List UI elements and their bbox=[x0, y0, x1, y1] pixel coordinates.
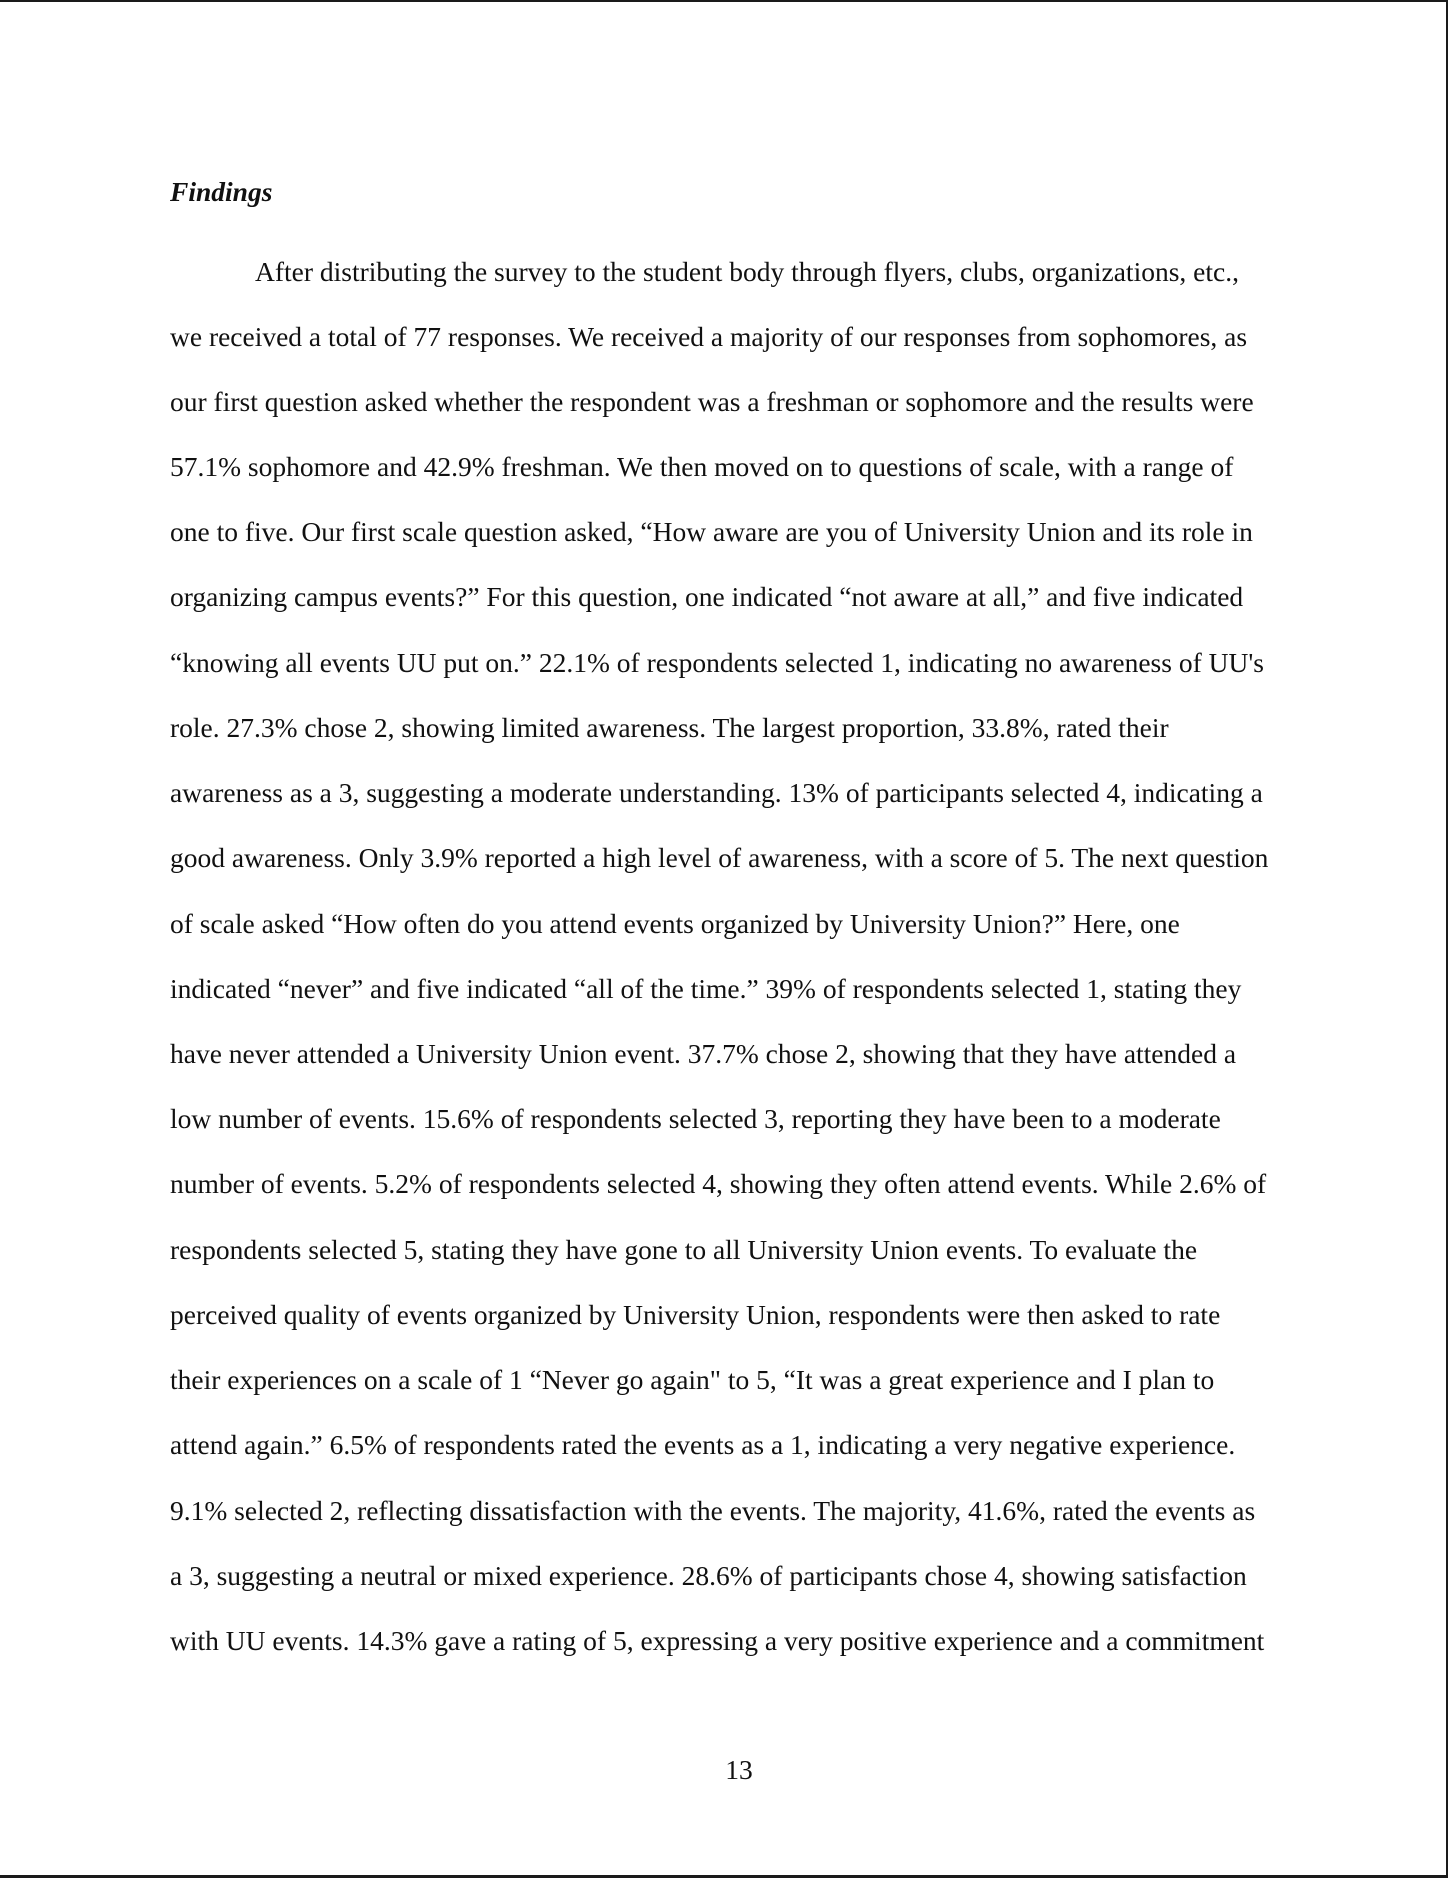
paragraph-line-13: have never attended a University Union event. 37.7% chose 2, showing that they have attended a bbox=[170, 1038, 1237, 1069]
paragraph-line-15: number of events. 5.2% of respondents selected 4, showing they often attend events. While 2.6% of bbox=[170, 1168, 1267, 1199]
paragraph-line-18: their experiences on a scale of 1 “Never go again" to 5, “It was a great experience and I plan to bbox=[170, 1364, 1215, 1395]
paragraph-line-22: with UU events. 14.3% gave a rating of 5, expressing a very positive experience and a commitment bbox=[170, 1625, 1265, 1656]
paragraph-line-6: organizing campus events?” For this question, one indicated “not aware at all,” and five indicated bbox=[170, 581, 1244, 612]
paragraph-line-14: low number of events. 15.6% of respondents selected 3, reporting they have been to a moderate bbox=[170, 1103, 1221, 1134]
paragraph-line-2: we received a total of 77 responses. We received a majority of our responses from sophomores, as bbox=[170, 321, 1248, 352]
paragraph-line-1: After distributing the survey to the student body through flyers, clubs, organizations, etc., bbox=[255, 256, 1239, 287]
paragraph-line-12: indicated “never” and five indicated “all of the time.” 39% of respondents selected 1, stating they bbox=[170, 973, 1242, 1004]
paragraph-line-10: good awareness. Only 3.9% reported a high level of awareness, with a score of 5. The next question bbox=[170, 842, 1269, 873]
paragraph-line-19: attend again.” 6.5% of respondents rated the events as a 1, indicating a very negative experience. bbox=[170, 1429, 1236, 1460]
paragraph-line-11: of scale asked “How often do you attend events organized by University Union?” Here, one bbox=[170, 908, 1180, 939]
paragraph-line-8: role. 27.3% chose 2, showing limited awareness. The largest proportion, 33.8%, rated their bbox=[170, 712, 1169, 743]
section-heading: Findings bbox=[170, 176, 273, 207]
paragraph-line-5: one to five. Our first scale question asked, “How aware are you of University Union and its role in bbox=[170, 516, 1253, 547]
page-number: 13 bbox=[725, 1754, 753, 1785]
paragraph-line-3: our first question asked whether the respondent was a freshman or sophomore and the results were bbox=[170, 386, 1254, 417]
paragraph-line-16: respondents selected 5, stating they have gone to all University Union events. To evaluate the bbox=[170, 1234, 1198, 1265]
paragraph-line-20: 9.1% selected 2, reflecting dissatisfaction with the events. The majority, 41.6%, rated the events as bbox=[170, 1495, 1256, 1526]
paragraph-line-21: a 3, suggesting a neutral or mixed experience. 28.6% of participants chose 4, showing satisfaction bbox=[170, 1560, 1247, 1591]
paragraph-line-4: 57.1% sophomore and 42.9% freshman. We then moved on to questions of scale, with a range of bbox=[170, 451, 1234, 482]
paragraph-line-7: “knowing all events UU put on.” 22.1% of respondents selected 1, indicating no awareness of UU's bbox=[170, 647, 1264, 678]
paragraph-line-17: perceived quality of events organized by University Union, respondents were then asked to rate bbox=[170, 1299, 1221, 1330]
paragraph-line-9: awareness as a 3, suggesting a moderate understanding. 13% of participants selected 4, indicating a bbox=[170, 777, 1263, 808]
